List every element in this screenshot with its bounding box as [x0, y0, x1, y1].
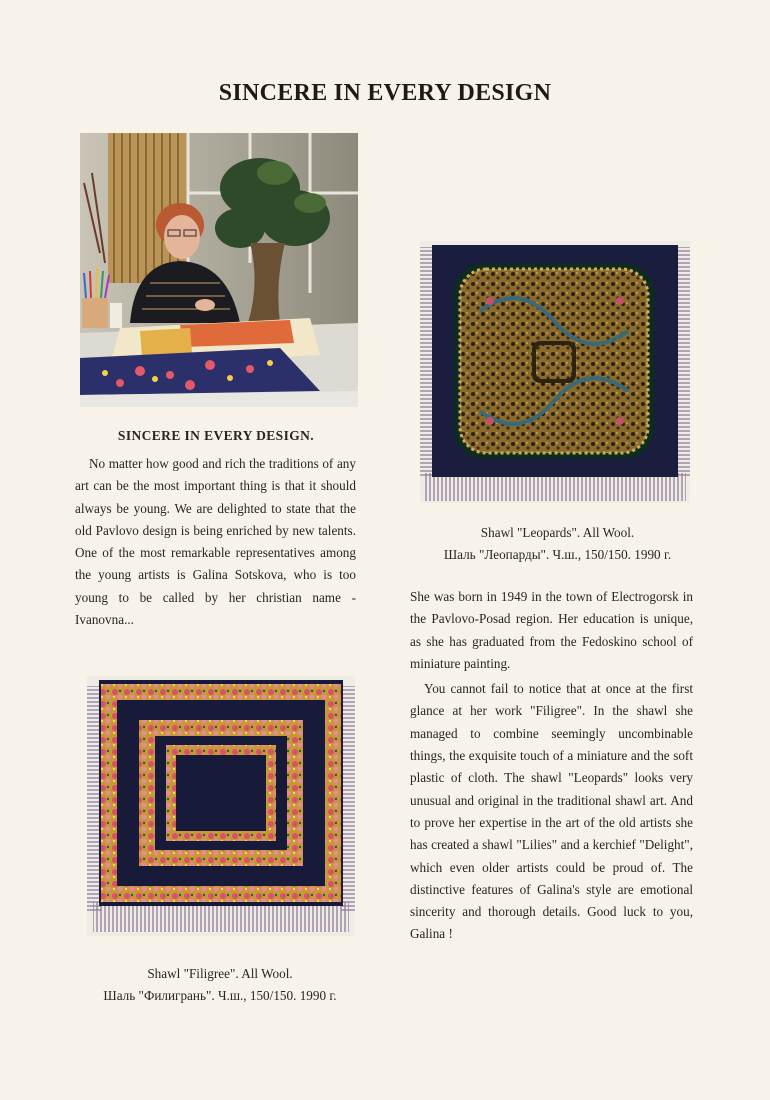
caption-filigree	[70, 963, 370, 1007]
artist-photo	[80, 133, 358, 407]
caption-filigree-ru: Шаль "Филигрань". Ч.ш., 150/150. 1990 г.	[103, 988, 337, 1003]
article-subheading: SINCERE IN EVERY DESIGN.	[117, 428, 315, 443]
caption-filigree-en: Shawl "Filigree". All Wool.	[147, 966, 293, 981]
shawl-leopards-image	[420, 241, 690, 503]
page-title: SINCERE IN EVERY DESIGN	[218, 80, 552, 107]
shawl-filigree-image	[87, 676, 355, 936]
work-paragraph: You cannot fail to notice that at once at the first glance at her work "Filigree". In the shawl she managed to combine seemingly uncombinable things, the exquisite touch of a miniature and the soft plastic of cloth. The shawl "Leopards" looks very unusual and original in the traditional shawl art. And to prove her expertise in the art of the old artists she has created a shawl "Lilies" and a kerchief "Delight", which even older artists could be proud of. The distinctive features of Galina's style are emotional sincerity and thorough details. Good luck to you, Galina !	[410, 681, 693, 942]
intro-paragraph: No matter how good and rich the traditions of any art can be the most important thing is that it should always be young. We are delighted to state that the old Pavlovo design is being enriched by new talents. One of the most remarkable representatives among the young artists is Galina Sotskova, who is too young to be called by her christian name - Ivanovna...	[75, 456, 356, 628]
caption-leopards-ru: Шаль "Леопарды". Ч.ш., 150/150. 1990 г.	[443, 547, 672, 562]
caption-leopards-en: Shawl "Leopards". All Wool.	[480, 525, 635, 540]
article-body-right	[410, 586, 693, 946]
caption-leopards	[400, 522, 715, 566]
biography-paragraph: She was born in 1949 in the town of Electrogorsk in the Pavlovo-Posad region. Her education is unique, as she has graduated from the Fedoskino school of miniature painting.	[410, 589, 693, 671]
